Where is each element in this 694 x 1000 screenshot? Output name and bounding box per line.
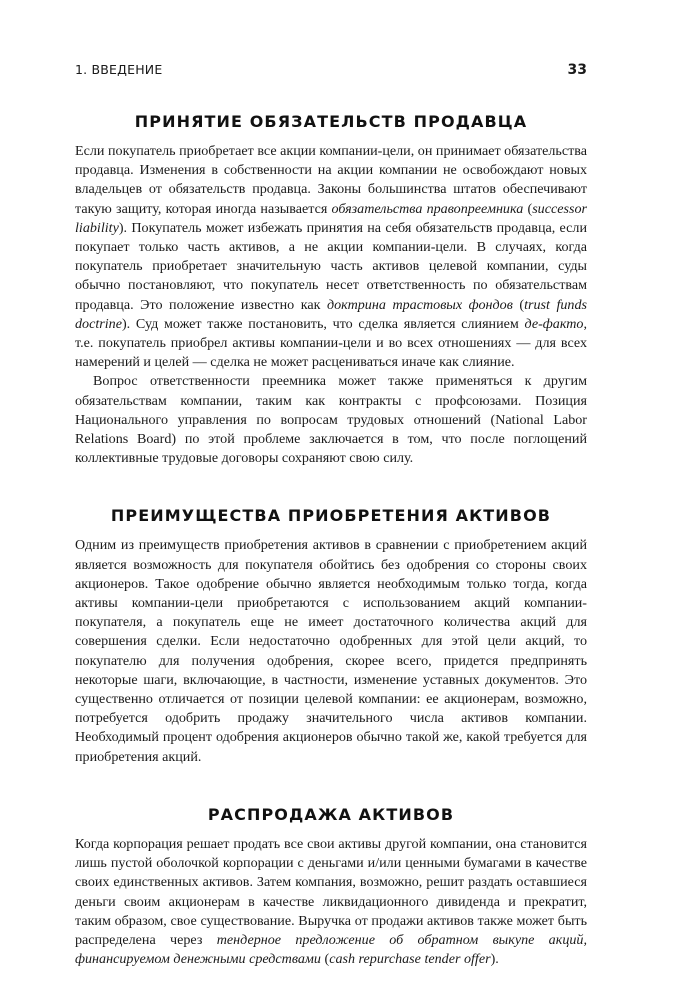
chapter-title: 1. ВВЕДЕНИЕ <box>75 62 163 77</box>
italic-term: тендерное предложение об обратном выкупе акций, финансируемом денежными средствами <box>75 931 587 968</box>
book-page <box>75 62 587 969</box>
text-run: ( <box>512 296 525 313</box>
text-run: ( <box>523 200 533 217</box>
italic-term: trust funds doctrine <box>75 296 587 332</box>
text-run: Вопрос ответственности преемника может также применяться к другим обязательствам компании, таким как контракты с профсоюзами. Позиция Национального управления по вопросам трудовых отношений (National Labor Relations Board) по этой проблеме заключается в том, что после поглощений коллективные трудовые договоры сохраняют свою силу. <box>75 373 587 467</box>
text-run: Одним из преимуществ приобретения активов в сравнении с приобретением акций является возможность для покупателя обойтись без одобрения со стороны своих акционеров. Такое одобрение обычно является необходимым только тогда, когда активы компании-цели приобретаются с использованием акций компании-покупателя, а покупатель еще не имеет достаточного количества акций для совершения сделки. Если недостаточно одобренных для этой цели акций, то покупателю для получения одобрения, скорее всего, придется предпринять некоторые шаги, включающие, в частности, изменение уставных документов. Это существенно отличается от позиции целевой компании: ее акционерам, возможно, потребуется одобрить продажу значительного числа активов компании. Необходимый процент одобрения акционеров обычно такой же, какой требуется для приобретения акций. <box>75 537 587 765</box>
italic-term: доктрина трастовых фондов <box>327 296 513 313</box>
text-run: ( <box>320 951 330 968</box>
page-number: 33 <box>567 62 587 78</box>
text-run: Если покупатель приобретает все акции компании-цели, он принимает обязательства продавца. Изменения в собственности на акции компании не освобождают новых владельцев от обязательств продавца. Законы большинства штатов обеспечивают такую защиту, которая иногда называется <box>75 143 587 217</box>
text-run: ). Покупатель может избежать принятия на себя обязательств продавца, если покупает только часть активов, а не акции компании-цели. В случаях, когда покупатель приобретает значительную часть активов целевой компании, суды обычно постановляют, что покупатель несет ответственность по обязательствам продавца. Это положение известно как <box>75 219 587 313</box>
italic-term: обязательства правопреемника <box>331 200 524 217</box>
running-header <box>75 62 587 84</box>
section-heading: ПРИНЯТИЕ ОБЯЗАТЕЛЬСТВ ПРОДАВЦА <box>134 112 528 131</box>
section-heading: ПРЕИМУЩЕСТВА ПРИОБРЕТЕНИЯ АКТИВОВ <box>110 506 552 526</box>
body-paragraph <box>75 835 587 969</box>
body-paragraph <box>75 142 587 372</box>
body-paragraph <box>75 536 587 766</box>
body-paragraph <box>75 372 587 468</box>
italic-term: successor liability <box>75 200 587 236</box>
text-run: , т.е. покупатель приобрел активы компании-цели и во всех отношениях — для всех намерений и целей — сделка не может расцениваться иначе как слияние. <box>75 315 587 371</box>
text-run: Когда корпорация решает продать все свои активы другой компании, она становится лишь пустой оболочкой корпорации с деньгами и/или ценными бумагами в качестве своих единственных активов. Затем компания, возможно, решит раздать оставшиеся деньги своим акционерам в качестве ликвидационного дивиденда и прекратит, таким образом, свое существование. Выручка от продажи активов также может быть распределена через <box>75 835 587 948</box>
section-heading: РАСПРОДАЖА АКТИВОВ <box>207 804 455 824</box>
italic-term: cash repurchase tender offer <box>329 951 491 968</box>
italic-term: де-факто <box>524 315 584 332</box>
text-run: ). <box>490 951 499 968</box>
text-run: ). Суд может также постановить, что сделка является слиянием <box>121 315 525 332</box>
